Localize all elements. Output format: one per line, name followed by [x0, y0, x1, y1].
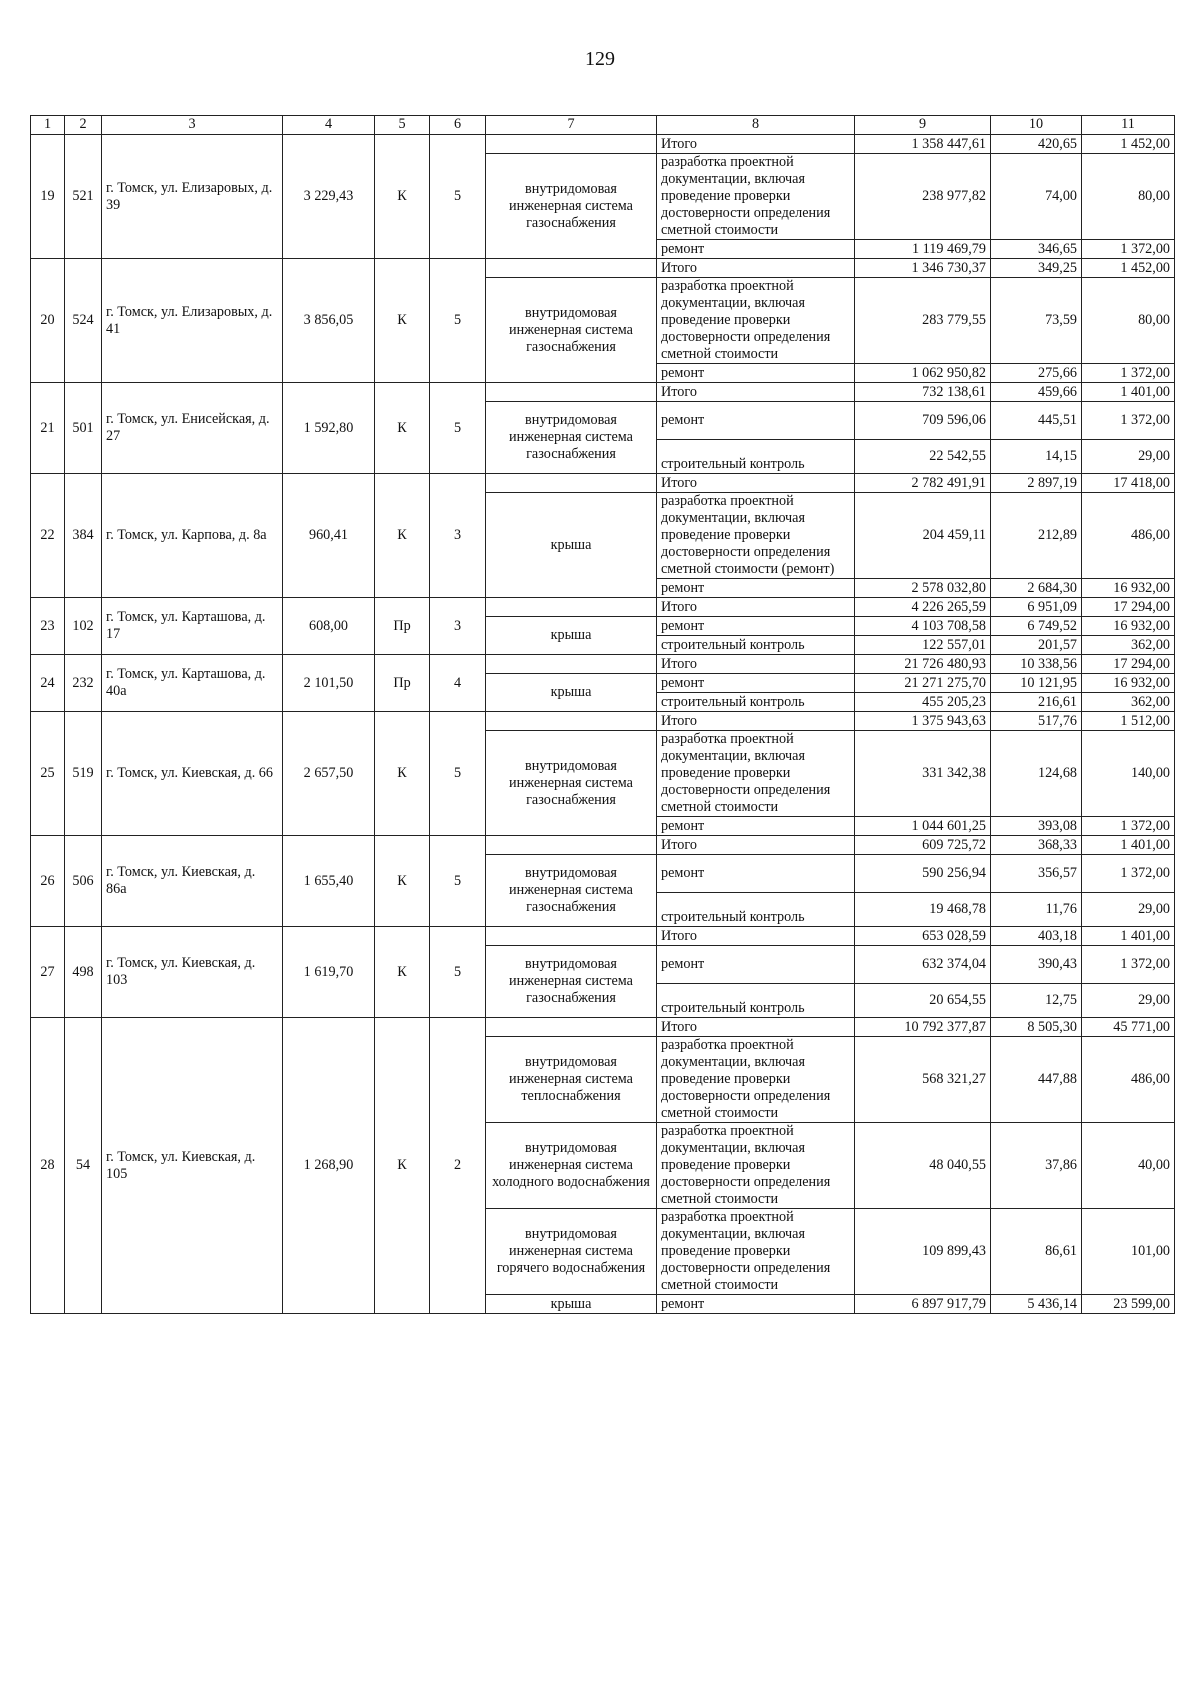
cost-limit: 1 372,00 — [1082, 946, 1175, 984]
building-area: 3 229,43 — [283, 135, 375, 259]
cost-limit: 101,00 — [1082, 1209, 1175, 1295]
building-floors: 5 — [430, 383, 486, 474]
system-cell — [486, 712, 657, 731]
building-area: 1 655,40 — [283, 836, 375, 927]
work-type: строительный контроль — [657, 693, 855, 712]
table-row — [31, 927, 1175, 946]
cost-total: 1 346 730,37 — [855, 259, 991, 278]
system-name: крыша — [486, 493, 657, 598]
system-name: внутридомовая инженерная система газоснабжения — [486, 154, 657, 259]
cost-total: 455 205,23 — [855, 693, 991, 712]
table-row — [31, 259, 1175, 278]
building-floors: 5 — [430, 836, 486, 927]
cost-total: 1 062 950,82 — [855, 364, 991, 383]
work-type: ремонт — [657, 674, 855, 693]
building-address: г. Томск, ул. Киевская, д. 105 — [102, 1018, 283, 1314]
work-type: разработка проектной документации, включая проведение проверки достоверности определения сметной стоимости — [657, 278, 855, 364]
cost-total: 48 040,55 — [855, 1123, 991, 1209]
building-area: 2 101,50 — [283, 655, 375, 712]
building-address: г. Томск, ул. Киевская, д. 103 — [102, 927, 283, 1018]
cost-total: 4 226 265,59 — [855, 598, 991, 617]
cost-limit: 1 372,00 — [1082, 855, 1175, 893]
column-header: 1 — [31, 116, 65, 135]
row-number: 25 — [31, 712, 65, 836]
system-cell — [486, 1018, 657, 1037]
cost-limit: 40,00 — [1082, 1123, 1175, 1209]
work-type: Итого — [657, 927, 855, 946]
cost-limit: 1 401,00 — [1082, 836, 1175, 855]
work-type: ремонт — [657, 617, 855, 636]
work-type: ремонт — [657, 855, 855, 893]
cost-per-sqm: 86,61 — [991, 1209, 1082, 1295]
cost-per-sqm: 10 121,95 — [991, 674, 1082, 693]
row-number: 21 — [31, 383, 65, 474]
cost-total: 19 468,78 — [855, 893, 991, 927]
row-number: 28 — [31, 1018, 65, 1314]
building-address: г. Томск, ул. Карпова, д. 8а — [102, 474, 283, 598]
cost-limit: 16 932,00 — [1082, 579, 1175, 598]
work-type: Итого — [657, 836, 855, 855]
row-number: 24 — [31, 655, 65, 712]
cost-per-sqm: 74,00 — [991, 154, 1082, 240]
column-header: 2 — [65, 116, 102, 135]
cost-per-sqm: 275,66 — [991, 364, 1082, 383]
cost-limit: 29,00 — [1082, 984, 1175, 1018]
work-type: разработка проектной документации, включая проведение проверки достоверности определения сметной стоимости — [657, 154, 855, 240]
building-floors: 5 — [430, 259, 486, 383]
building-type: К — [375, 836, 430, 927]
building-floors: 2 — [430, 1018, 486, 1314]
cost-limit: 1 452,00 — [1082, 259, 1175, 278]
cost-per-sqm: 403,18 — [991, 927, 1082, 946]
building-floors: 4 — [430, 655, 486, 712]
cost-total: 238 977,82 — [855, 154, 991, 240]
work-type: Итого — [657, 259, 855, 278]
work-type: ремонт — [657, 817, 855, 836]
cost-limit: 16 932,00 — [1082, 617, 1175, 636]
building-code: 232 — [65, 655, 102, 712]
cost-limit: 140,00 — [1082, 731, 1175, 817]
cost-per-sqm: 368,33 — [991, 836, 1082, 855]
cost-total: 2 782 491,91 — [855, 474, 991, 493]
cost-total: 331 342,38 — [855, 731, 991, 817]
cost-per-sqm: 6 749,52 — [991, 617, 1082, 636]
cost-per-sqm: 459,66 — [991, 383, 1082, 402]
cost-per-sqm: 6 951,09 — [991, 598, 1082, 617]
cost-total: 632 374,04 — [855, 946, 991, 984]
work-type: строительный контроль — [657, 984, 855, 1018]
cost-limit: 1 512,00 — [1082, 712, 1175, 731]
system-name: крыша — [486, 674, 657, 712]
building-area: 1 592,80 — [283, 383, 375, 474]
work-type: Итого — [657, 474, 855, 493]
cost-per-sqm: 8 505,30 — [991, 1018, 1082, 1037]
row-number: 26 — [31, 836, 65, 927]
table-row — [31, 474, 1175, 493]
building-address: г. Томск, ул. Елизаровых, д. 41 — [102, 259, 283, 383]
work-type: ремонт — [657, 364, 855, 383]
work-type: строительный контроль — [657, 893, 855, 927]
cost-total: 1 044 601,25 — [855, 817, 991, 836]
cost-total: 122 557,01 — [855, 636, 991, 655]
cost-limit: 486,00 — [1082, 1037, 1175, 1123]
cost-per-sqm: 10 338,56 — [991, 655, 1082, 674]
cost-per-sqm: 212,89 — [991, 493, 1082, 579]
building-address: г. Томск, ул. Карташова, д. 40а — [102, 655, 283, 712]
cost-limit: 362,00 — [1082, 693, 1175, 712]
cost-total: 590 256,94 — [855, 855, 991, 893]
system-cell — [486, 598, 657, 617]
cost-total: 732 138,61 — [855, 383, 991, 402]
building-address: г. Томск, ул. Киевская, д. 86а — [102, 836, 283, 927]
cost-limit: 29,00 — [1082, 893, 1175, 927]
system-name: внутридомовая инженерная система газоснабжения — [486, 731, 657, 836]
cost-total: 204 459,11 — [855, 493, 991, 579]
system-name: внутридомовая инженерная система газоснабжения — [486, 855, 657, 927]
cost-per-sqm: 12,75 — [991, 984, 1082, 1018]
work-type: разработка проектной документации, включая проведение проверки достоверности определения сметной стоимости — [657, 1123, 855, 1209]
cost-per-sqm: 517,76 — [991, 712, 1082, 731]
system-name: внутридомовая инженерная система газоснабжения — [486, 402, 657, 474]
table-row — [31, 135, 1175, 154]
row-number: 22 — [31, 474, 65, 598]
system-name: внутридомовая инженерная система газоснабжения — [486, 946, 657, 1018]
row-number: 23 — [31, 598, 65, 655]
building-code: 102 — [65, 598, 102, 655]
work-type: ремонт — [657, 946, 855, 984]
building-area: 1 268,90 — [283, 1018, 375, 1314]
building-code: 519 — [65, 712, 102, 836]
cost-per-sqm: 11,76 — [991, 893, 1082, 927]
work-type: разработка проектной документации, включая проведение проверки достоверности определения сметной стоимости (ремонт) — [657, 493, 855, 579]
system-cell — [486, 927, 657, 946]
capital-repair-table — [30, 115, 1175, 1314]
column-header: 8 — [657, 116, 855, 135]
building-address: г. Томск, ул. Карташова, д. 17 — [102, 598, 283, 655]
column-header: 5 — [375, 116, 430, 135]
cost-limit: 29,00 — [1082, 440, 1175, 474]
work-type: Итого — [657, 1018, 855, 1037]
work-type: Итого — [657, 383, 855, 402]
building-floors: 3 — [430, 474, 486, 598]
cost-limit: 80,00 — [1082, 278, 1175, 364]
cost-total: 6 897 917,79 — [855, 1295, 991, 1314]
building-area: 960,41 — [283, 474, 375, 598]
column-header: 7 — [486, 116, 657, 135]
cost-per-sqm: 5 436,14 — [991, 1295, 1082, 1314]
cost-per-sqm: 445,51 — [991, 402, 1082, 440]
cost-per-sqm: 2 684,30 — [991, 579, 1082, 598]
column-header: 9 — [855, 116, 991, 135]
system-cell — [486, 383, 657, 402]
row-number: 27 — [31, 927, 65, 1018]
table-row — [31, 836, 1175, 855]
system-name: внутридомовая инженерная система горячего водоснабжения — [486, 1209, 657, 1295]
cost-total: 10 792 377,87 — [855, 1018, 991, 1037]
table-row — [31, 598, 1175, 617]
column-header: 6 — [430, 116, 486, 135]
cost-limit: 17 294,00 — [1082, 655, 1175, 674]
building-code: 521 — [65, 135, 102, 259]
cost-limit: 362,00 — [1082, 636, 1175, 655]
building-code: 506 — [65, 836, 102, 927]
building-code: 524 — [65, 259, 102, 383]
work-type: ремонт — [657, 579, 855, 598]
building-type: К — [375, 1018, 430, 1314]
cost-per-sqm: 201,57 — [991, 636, 1082, 655]
work-type: Итого — [657, 598, 855, 617]
building-code: 501 — [65, 383, 102, 474]
cost-limit: 486,00 — [1082, 493, 1175, 579]
table-row — [31, 712, 1175, 731]
building-code: 54 — [65, 1018, 102, 1314]
cost-limit: 1 401,00 — [1082, 927, 1175, 946]
cost-per-sqm: 393,08 — [991, 817, 1082, 836]
building-type: К — [375, 712, 430, 836]
cost-limit: 45 771,00 — [1082, 1018, 1175, 1037]
building-address: г. Томск, ул. Киевская, д. 66 — [102, 712, 283, 836]
work-type: ремонт — [657, 402, 855, 440]
work-type: ремонт — [657, 1295, 855, 1314]
cost-per-sqm: 447,88 — [991, 1037, 1082, 1123]
cost-total: 20 654,55 — [855, 984, 991, 1018]
table-row — [31, 655, 1175, 674]
building-area: 3 856,05 — [283, 259, 375, 383]
cost-per-sqm: 420,65 — [991, 135, 1082, 154]
cost-total: 709 596,06 — [855, 402, 991, 440]
cost-limit: 17 418,00 — [1082, 474, 1175, 493]
building-address: г. Томск, ул. Елизаровых, д. 39 — [102, 135, 283, 259]
cost-per-sqm: 37,86 — [991, 1123, 1082, 1209]
cost-total: 22 542,55 — [855, 440, 991, 474]
cost-per-sqm: 390,43 — [991, 946, 1082, 984]
row-number: 19 — [31, 135, 65, 259]
system-name: внутридомовая инженерная система холодного водоснабжения — [486, 1123, 657, 1209]
cost-limit: 1 372,00 — [1082, 364, 1175, 383]
cost-per-sqm: 346,65 — [991, 240, 1082, 259]
building-type: К — [375, 259, 430, 383]
cost-total: 1 375 943,63 — [855, 712, 991, 731]
work-type: разработка проектной документации, включая проведение проверки достоверности определения сметной стоимости — [657, 731, 855, 817]
building-area: 1 619,70 — [283, 927, 375, 1018]
cost-limit: 1 401,00 — [1082, 383, 1175, 402]
system-cell — [486, 135, 657, 154]
system-cell — [486, 655, 657, 674]
cost-total: 4 103 708,58 — [855, 617, 991, 636]
cost-limit: 1 452,00 — [1082, 135, 1175, 154]
cost-per-sqm: 349,25 — [991, 259, 1082, 278]
row-number: 20 — [31, 259, 65, 383]
work-type: Итого — [657, 135, 855, 154]
building-address: г. Томск, ул. Енисейская, д. 27 — [102, 383, 283, 474]
work-type: разработка проектной документации, включая проведение проверки достоверности определения сметной стоимости — [657, 1209, 855, 1295]
cost-total: 21 726 480,93 — [855, 655, 991, 674]
building-area: 608,00 — [283, 598, 375, 655]
building-code: 384 — [65, 474, 102, 598]
column-header: 3 — [102, 116, 283, 135]
cost-total: 1 119 469,79 — [855, 240, 991, 259]
building-type: К — [375, 383, 430, 474]
work-type: Итого — [657, 712, 855, 731]
table-row — [31, 383, 1175, 402]
work-type: строительный контроль — [657, 636, 855, 655]
column-header: 4 — [283, 116, 375, 135]
system-cell — [486, 474, 657, 493]
building-floors: 5 — [430, 927, 486, 1018]
cost-limit: 80,00 — [1082, 154, 1175, 240]
cost-total: 2 578 032,80 — [855, 579, 991, 598]
column-number-row — [31, 116, 1175, 135]
cost-total: 609 725,72 — [855, 836, 991, 855]
system-name: внутридомовая инженерная система теплоснабжения — [486, 1037, 657, 1123]
cost-limit: 1 372,00 — [1082, 402, 1175, 440]
cost-limit: 1 372,00 — [1082, 240, 1175, 259]
building-type: К — [375, 927, 430, 1018]
cost-limit: 1 372,00 — [1082, 817, 1175, 836]
building-type: Пр — [375, 598, 430, 655]
work-type: Итого — [657, 655, 855, 674]
page-number: 129 — [585, 48, 615, 70]
cost-per-sqm: 356,57 — [991, 855, 1082, 893]
building-code: 498 — [65, 927, 102, 1018]
building-type: Пр — [375, 655, 430, 712]
system-name: внутридомовая инженерная система газоснабжения — [486, 278, 657, 383]
building-type: К — [375, 474, 430, 598]
cost-total: 653 028,59 — [855, 927, 991, 946]
building-floors: 5 — [430, 135, 486, 259]
system-cell — [486, 836, 657, 855]
cost-total: 109 899,43 — [855, 1209, 991, 1295]
column-header: 10 — [991, 116, 1082, 135]
work-type: разработка проектной документации, включая проведение проверки достоверности определения сметной стоимости — [657, 1037, 855, 1123]
cost-per-sqm: 216,61 — [991, 693, 1082, 712]
building-area: 2 657,50 — [283, 712, 375, 836]
cost-per-sqm: 124,68 — [991, 731, 1082, 817]
building-floors: 5 — [430, 712, 486, 836]
cost-per-sqm: 2 897,19 — [991, 474, 1082, 493]
cost-total: 568 321,27 — [855, 1037, 991, 1123]
building-type: К — [375, 135, 430, 259]
system-cell — [486, 259, 657, 278]
system-name: крыша — [486, 1295, 657, 1314]
cost-total: 1 358 447,61 — [855, 135, 991, 154]
cost-total: 283 779,55 — [855, 278, 991, 364]
cost-limit: 23 599,00 — [1082, 1295, 1175, 1314]
cost-limit: 17 294,00 — [1082, 598, 1175, 617]
table-row — [31, 1018, 1175, 1037]
cost-per-sqm: 73,59 — [991, 278, 1082, 364]
cost-limit: 16 932,00 — [1082, 674, 1175, 693]
building-floors: 3 — [430, 598, 486, 655]
work-type: ремонт — [657, 240, 855, 259]
cost-per-sqm: 14,15 — [991, 440, 1082, 474]
column-header: 11 — [1082, 116, 1175, 135]
work-type: строительный контроль — [657, 440, 855, 474]
system-name: крыша — [486, 617, 657, 655]
cost-total: 21 271 275,70 — [855, 674, 991, 693]
